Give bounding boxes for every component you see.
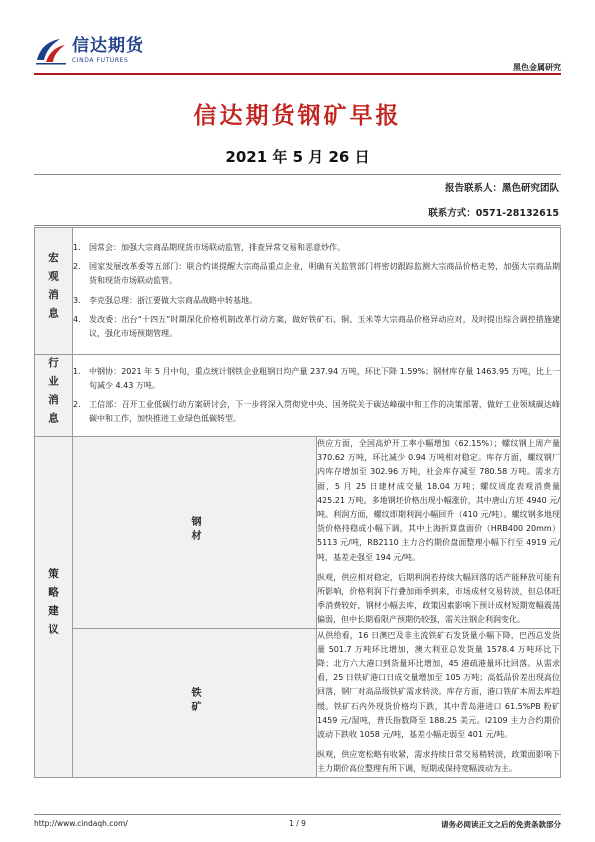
item-text: 中钢协：2021 年 5 月中旬，重点统计钢铁企业粗钢日均产量 237.94 万吨，环比下降 1.59%；钢材库存量 1463.95 万吨，比上一旬减少 4.43 万吨。 bbox=[89, 366, 560, 390]
page-number: 1 / 9 bbox=[289, 819, 306, 828]
disclaimer-note: 请务必阅读正文之后的免责条款部分 bbox=[441, 820, 561, 829]
research-sector: 黑色金属研究 bbox=[513, 63, 561, 72]
macro-label: 宏观消息 bbox=[47, 252, 59, 326]
item-number: 2. bbox=[73, 400, 81, 409]
item-number: 1. bbox=[73, 242, 81, 252]
list-item bbox=[73, 365, 560, 393]
strategy-label-cell bbox=[35, 437, 73, 778]
header-divider bbox=[34, 73, 561, 75]
ore-row bbox=[35, 628, 561, 777]
list-item bbox=[73, 398, 560, 426]
item-text: 李克强总理：浙江要做大宗商品战略中转基地。 bbox=[89, 295, 257, 305]
ore-label-cell bbox=[73, 628, 317, 777]
item-number: 1. bbox=[73, 366, 81, 376]
steel-row bbox=[35, 437, 561, 629]
macro-content bbox=[73, 228, 561, 355]
steel-content bbox=[317, 437, 561, 629]
industry-content bbox=[73, 355, 561, 437]
ore-content bbox=[317, 628, 561, 777]
steel-label: 钢材 bbox=[189, 516, 200, 545]
item-text: 工信部：召开工业低碳行动方案研讨会，下一步将深入贯彻党中央、国务院关于碳达峰碳中和工作的决策部署，做好工业领域碳达峰碳中和工作，加快推进工业绿色低碳转型。 bbox=[89, 400, 560, 424]
item-number: 3. bbox=[73, 295, 81, 305]
industry-row bbox=[35, 355, 561, 437]
ore-paragraph: 纵观，供应宽松略有收紧，需求持续日常交易稍转淡，政策面影响下主力期价高位整理有所下调，短期或保持宽幅波动为主。 bbox=[317, 750, 560, 774]
logo-english-name: CINDA FUTURES bbox=[72, 57, 129, 64]
steel-label-cell bbox=[73, 437, 317, 629]
footer-divider bbox=[34, 814, 561, 815]
ore-label: 铁矿 bbox=[189, 686, 200, 715]
list-item bbox=[73, 294, 560, 308]
list-item bbox=[73, 260, 560, 288]
report-date: 2021 年 5 月 26 日 bbox=[225, 148, 370, 166]
item-number: 2. bbox=[73, 262, 81, 272]
item-number: 4. bbox=[73, 314, 81, 324]
industry-label-cell bbox=[35, 355, 73, 437]
list-item bbox=[73, 241, 560, 255]
contact-person: 报告联系人：黑色研究团队 bbox=[444, 183, 559, 194]
footer-website-link[interactable]: http://www.cindaqh.com/ bbox=[34, 819, 128, 828]
macro-label-cell bbox=[35, 228, 73, 355]
steel-paragraph: 纵观，供应相对稳定，后期利润若持续大幅回落的话产能释放可能有所影响，价格利润下行叠加雨季到来，市场成材交易转淡，但总体旺季消费较好，钢材小幅去库，政策因素影响下预计成材短期宽幅震荡偏弱，但中长期看限产预期仍较强，需关注钢企利润变化。 bbox=[317, 572, 560, 625]
item-text: 国常会：加强大宗商品期现货市场联动监管，排查异常交易和恶意炒作。 bbox=[89, 242, 345, 252]
item-text: 发改委：出台“十四五”时期深化价格机制改革行动方案，做好铁矿石、铜、玉米等大宗商品价格异动应对，及时提出综合调控措施建议，强化市场预期管理。 bbox=[89, 314, 560, 338]
brand-logo bbox=[34, 36, 144, 66]
cinda-logo-icon bbox=[34, 36, 68, 66]
contact-box bbox=[34, 174, 561, 226]
report-title: 信达期货钢矿早报 bbox=[193, 103, 402, 129]
steel-paragraph: 供应方面，全国高炉开工率小幅增加（62.15%）；螺纹钢上周产量 370.62 万吨，环比减少 0.94 万吨相对稳定。库存方面，螺纹钢厂内库存增加至 302.96 万吨，社会库存减至 780.58 万吨。需求方面，5 月 25 日建材成交量 18.04 万吨；螺纹周度表观消费量 425.21 万吨。多地钢坯价格出现小幅涨价，其中唐山方坯 4940 元/吨。利润方面，螺纹即期利润小幅回升（410 元/吨）。螺纹钢多地现货价格持稳或小幅下调，其中上海折算盘面价（HRB400 20mm）5113 元/吨，RB2110 主力合约期价盘面整理小幅下行至 4919 元/吨，基差走强至 194 元/吨。 bbox=[317, 439, 560, 562]
contact-method: 联系方式：0571-28132615 bbox=[428, 208, 559, 219]
report-table bbox=[34, 227, 561, 778]
list-item bbox=[73, 313, 560, 341]
strategy-label: 策略建议 bbox=[47, 567, 59, 642]
industry-label: 行业消息 bbox=[47, 356, 59, 431]
macro-row bbox=[35, 228, 561, 355]
logo-chinese-name: 信达期货 bbox=[72, 36, 144, 56]
item-text: 国家发展改革委等五部门：联合约谈提醒大宗商品重点企业，明确有关监管部门将密切跟踪监测大宗商品价格走势，加强大宗商品期货和现货市场联动监管。 bbox=[89, 262, 560, 286]
ore-paragraph: 从供给看，16 日澳巴及非主流铁矿石发货量小幅下降，巴西总发货量 501.7 万吨环比增加，澳大利亚总发货量 1578.4 万吨环比下降；北方六大港口到货量环比增加，45 港疏港量环比回落。从需求看，25 日铁矿港口日成交量增加至 105 万吨；高低品价差出现高位回落，钢厂对高品级铁矿需求转淡。库存方面，港口铁矿本周去库趋缓。铁矿石内外现货价格均下跌，其中青岛港进口 61.5%PB 粉矿 1459 元/湿吨，普氏指数降至 188.25 美元。I2109 主力合约期价波动下跌收 1058 元/吨，基差小幅走弱至 401 元/吨。 bbox=[317, 630, 560, 740]
